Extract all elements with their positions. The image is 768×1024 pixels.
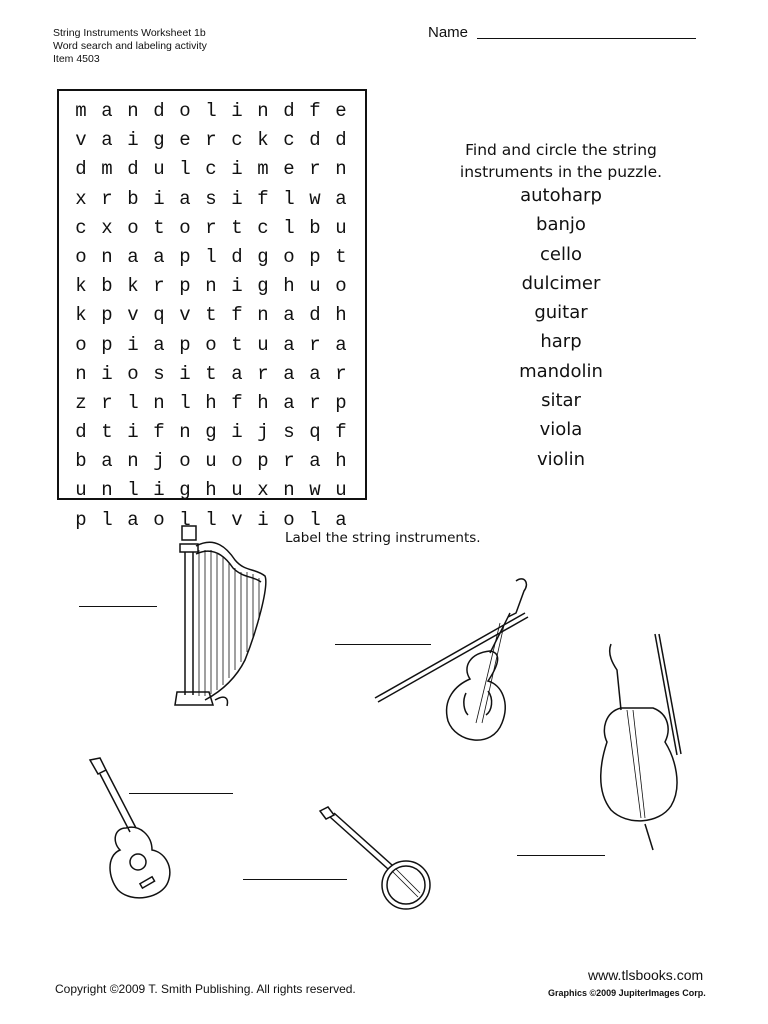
grid-letter[interactable]: o <box>127 362 139 385</box>
grid-letter[interactable]: l <box>309 508 321 531</box>
grid-letter[interactable]: i <box>127 421 139 444</box>
letter-grid <box>68 97 354 535</box>
grid-letter[interactable]: i <box>179 362 191 385</box>
grid-letter[interactable]: n <box>101 479 113 502</box>
grid-row <box>68 476 354 505</box>
grid-letter[interactable]: p <box>75 508 87 531</box>
grid-letter[interactable]: o <box>179 450 191 473</box>
grid-letter[interactable]: n <box>179 421 191 444</box>
grid-letter[interactable]: k <box>75 304 87 327</box>
grid-letter[interactable]: d <box>153 100 165 122</box>
grid-letter[interactable]: n <box>101 245 113 268</box>
grid-letter[interactable]: r <box>309 158 321 181</box>
grid-letter[interactable]: h <box>257 391 269 414</box>
grid-letter[interactable]: r <box>283 450 295 473</box>
grid-letter[interactable]: b <box>127 187 139 210</box>
grid-letter[interactable]: x <box>257 479 269 502</box>
grid-letter[interactable]: u <box>335 479 347 502</box>
grid-letter[interactable]: h <box>335 304 347 327</box>
grid-letter[interactable]: v <box>179 304 191 327</box>
grid-row <box>68 97 354 126</box>
grid-letter[interactable]: a <box>101 100 113 122</box>
instructions-line-1: Find and circle the string <box>465 141 657 159</box>
word-item: autoharp <box>520 185 602 206</box>
grid-letter[interactable]: i <box>101 362 113 385</box>
grid-letter[interactable]: r <box>309 333 321 356</box>
grid-letter[interactable]: h <box>283 275 295 298</box>
grid-row <box>68 360 354 389</box>
grid-letter[interactable]: d <box>335 129 347 152</box>
grid-letter[interactable]: g <box>153 129 165 152</box>
grid-letter[interactable]: i <box>153 187 165 210</box>
grid-letter[interactable]: p <box>179 275 191 298</box>
grid-letter[interactable]: o <box>127 216 139 239</box>
grid-letter[interactable]: n <box>153 391 165 414</box>
grid-letter[interactable]: o <box>335 275 347 298</box>
grid-letter[interactable]: f <box>335 421 347 444</box>
grid-letter[interactable]: i <box>231 275 243 298</box>
grid-letter[interactable]: e <box>179 129 191 152</box>
grid-letter[interactable]: j <box>257 421 269 444</box>
grid-letter[interactable]: a <box>283 304 295 327</box>
harp-image <box>165 520 275 720</box>
grid-letter[interactable]: b <box>101 275 113 298</box>
grid-letter[interactable]: r <box>101 187 113 210</box>
grid-letter[interactable]: q <box>309 421 321 444</box>
grid-row <box>68 243 354 272</box>
grid-letter[interactable]: w <box>309 187 321 210</box>
item-number: Item 4503 <box>53 53 100 65</box>
grid-letter[interactable]: u <box>309 275 321 298</box>
grid-letter[interactable]: r <box>101 391 113 414</box>
grid-letter[interactable]: n <box>257 100 269 122</box>
grid-letter[interactable]: h <box>335 450 347 473</box>
grid-letter[interactable]: d <box>283 100 295 122</box>
grid-letter[interactable]: u <box>231 479 243 502</box>
grid-letter[interactable]: t <box>205 304 217 327</box>
grid-letter[interactable]: u <box>205 450 217 473</box>
grid-letter[interactable]: a <box>335 187 347 210</box>
grid-letter[interactable]: a <box>101 450 113 473</box>
grid-letter[interactable]: n <box>257 304 269 327</box>
graphics-credit: Graphics ©2009 JupiterImages Corp. <box>548 988 706 998</box>
grid-letter[interactable]: s <box>205 187 217 210</box>
grid-letter[interactable]: v <box>75 129 87 152</box>
grid-letter[interactable]: s <box>153 362 165 385</box>
grid-letter[interactable]: v <box>127 304 139 327</box>
grid-letter[interactable]: g <box>179 479 191 502</box>
grid-letter[interactable]: o <box>283 508 295 531</box>
name-blank-line[interactable] <box>477 38 696 39</box>
grid-row <box>68 155 354 184</box>
grid-letter[interactable]: g <box>257 245 269 268</box>
grid-letter[interactable]: o <box>75 333 87 356</box>
word-search-grid <box>57 89 367 531</box>
grid-letter[interactable]: e <box>283 158 295 181</box>
grid-letter[interactable]: i <box>231 100 243 122</box>
grid-letter[interactable]: a <box>309 362 321 385</box>
word-item: banjo <box>536 214 586 236</box>
name-label: Name <box>428 24 469 41</box>
grid-letter[interactable]: o <box>231 450 243 473</box>
grid-letter[interactable]: m <box>257 158 269 181</box>
grid-letter[interactable]: g <box>257 275 269 298</box>
grid-letter[interactable]: p <box>257 450 269 473</box>
grid-letter[interactable]: s <box>283 421 295 444</box>
grid-letter[interactable]: t <box>231 216 243 239</box>
grid-letter[interactable]: e <box>335 100 347 122</box>
grid-letter[interactable]: j <box>153 450 165 473</box>
grid-letter[interactable]: r <box>153 275 165 298</box>
grid-letter[interactable]: x <box>101 216 113 239</box>
grid-letter[interactable]: m <box>75 100 87 122</box>
grid-letter[interactable]: t <box>335 245 347 268</box>
grid-letter[interactable]: o <box>179 100 191 122</box>
grid-letter[interactable]: c <box>231 129 243 152</box>
grid-letter[interactable]: d <box>231 245 243 268</box>
grid-letter[interactable]: t <box>231 333 243 356</box>
grid-letter[interactable]: t <box>101 421 113 444</box>
grid-letter[interactable]: f <box>309 100 321 122</box>
word-item: violin <box>536 448 586 470</box>
grid-letter[interactable]: a <box>335 508 347 531</box>
label-blank-cello[interactable] <box>517 855 605 856</box>
grid-letter[interactable]: h <box>205 479 217 502</box>
grid-letter[interactable]: d <box>309 129 321 152</box>
grid-letter[interactable]: g <box>205 421 217 444</box>
violin-image <box>370 573 535 748</box>
grid-letter[interactable]: z <box>75 391 87 414</box>
grid-letter[interactable]: b <box>309 216 321 239</box>
grid-letter[interactable]: a <box>283 333 295 356</box>
word-list <box>490 181 632 474</box>
banjo-image <box>318 805 433 920</box>
grid-letter[interactable]: t <box>205 362 217 385</box>
grid-row <box>68 447 354 476</box>
cello-image <box>597 630 692 855</box>
grid-letter[interactable]: r <box>205 216 217 239</box>
grid-letter[interactable]: t <box>153 216 165 239</box>
grid-row <box>68 272 354 301</box>
word-item: cello <box>540 243 582 265</box>
word-item: viola <box>539 419 583 441</box>
grid-letter[interactable]: o <box>205 333 217 356</box>
label-blank-banjo[interactable] <box>243 879 347 880</box>
word-item: mandolin <box>519 360 603 382</box>
grid-letter[interactable]: r <box>335 362 347 385</box>
grid-letter[interactable]: r <box>205 129 217 152</box>
grid-letter[interactable]: c <box>283 129 295 152</box>
grid-letter[interactable]: k <box>127 275 139 298</box>
grid-letter[interactable]: p <box>179 245 191 268</box>
grid-letter[interactable]: d <box>127 158 139 181</box>
grid-letter[interactable]: i <box>231 187 243 210</box>
grid-letter[interactable]: a <box>309 450 321 473</box>
grid-letter[interactable]: u <box>257 333 269 356</box>
grid-row <box>68 126 354 155</box>
grid-letter[interactable]: k <box>257 129 269 152</box>
grid-letter[interactable]: r <box>309 391 321 414</box>
grid-row <box>68 185 354 214</box>
grid-letter[interactable]: p <box>309 245 321 268</box>
grid-letter[interactable]: f <box>231 304 243 327</box>
grid-letter[interactable]: l <box>205 245 217 268</box>
grid-letter[interactable]: x <box>75 187 87 210</box>
grid-letter[interactable]: v <box>231 508 243 531</box>
grid-letter[interactable]: a <box>127 508 139 531</box>
grid-letter[interactable]: q <box>153 304 165 327</box>
grid-letter[interactable]: a <box>283 391 295 414</box>
grid-letter[interactable]: r <box>257 362 269 385</box>
guitar-image <box>86 756 181 906</box>
grid-letter[interactable]: n <box>127 450 139 473</box>
instructions-line-2: instruments in the puzzle. <box>459 163 663 181</box>
worksheet-title: String Instruments Worksheet 1b <box>53 27 206 39</box>
word-item: sitar <box>541 390 581 412</box>
grid-letter[interactable]: l <box>205 508 217 531</box>
grid-letter[interactable]: u <box>153 158 165 181</box>
grid-letter[interactable]: a <box>153 245 165 268</box>
grid-letter[interactable]: i <box>231 421 243 444</box>
grid-letter[interactable]: f <box>153 421 165 444</box>
grid-letter[interactable]: f <box>231 391 243 414</box>
grid-letter[interactable]: l <box>283 216 295 239</box>
grid-letter[interactable]: d <box>309 304 321 327</box>
grid-letter[interactable]: a <box>231 362 243 385</box>
grid-letter[interactable]: a <box>101 129 113 152</box>
label-instructions: Label the string instruments. <box>285 530 481 546</box>
copyright-text: Copyright ©2009 T. Smith Publishing. All rights reserved. <box>55 982 356 996</box>
grid-letter[interactable]: i <box>231 158 243 181</box>
grid-letter[interactable]: p <box>335 391 347 414</box>
grid-letter[interactable]: c <box>205 158 217 181</box>
grid-letter[interactable]: w <box>309 479 321 502</box>
grid-letter[interactable]: l <box>101 508 113 531</box>
grid-letter[interactable]: l <box>179 158 191 181</box>
word-item: dulcimer <box>521 272 601 294</box>
word-item: harp <box>540 331 582 353</box>
grid-letter[interactable]: p <box>179 333 191 356</box>
grid-row <box>68 418 354 447</box>
grid-letter[interactable]: a <box>179 187 191 210</box>
grid-letter[interactable]: u <box>335 216 347 239</box>
grid-letter[interactable]: i <box>257 508 269 531</box>
grid-letter[interactable]: l <box>179 508 191 531</box>
label-blank-guitar[interactable] <box>129 793 233 794</box>
grid-letter[interactable]: n <box>75 362 87 385</box>
grid-letter[interactable]: n <box>283 479 295 502</box>
grid-letter[interactable]: b <box>75 450 87 473</box>
word-item: guitar <box>534 302 588 324</box>
worksheet-subtitle: Word search and labeling activity <box>53 40 207 52</box>
grid-letter[interactable]: a <box>335 333 347 356</box>
grid-row <box>68 214 354 243</box>
grid-letter[interactable]: o <box>179 216 191 239</box>
grid-letter[interactable]: h <box>205 391 217 414</box>
find-instructions <box>450 139 672 183</box>
grid-letter[interactable]: d <box>75 158 87 181</box>
grid-letter[interactable]: i <box>127 333 139 356</box>
grid-letter[interactable]: u <box>75 479 87 502</box>
grid-letter[interactable]: a <box>153 333 165 356</box>
grid-letter[interactable]: o <box>153 508 165 531</box>
grid-letter[interactable]: c <box>75 216 87 239</box>
grid-letter[interactable]: c <box>257 216 269 239</box>
grid-letter[interactable]: p <box>101 333 113 356</box>
grid-row <box>68 301 354 330</box>
grid-letter[interactable]: i <box>127 129 139 152</box>
grid-letter[interactable]: l <box>179 391 191 414</box>
grid-row <box>68 331 354 360</box>
grid-letter[interactable]: p <box>101 304 113 327</box>
grid-letter[interactable]: n <box>335 158 347 181</box>
grid-letter[interactable]: a <box>127 245 139 268</box>
grid-row <box>68 389 354 418</box>
grid-letter[interactable]: n <box>127 100 139 122</box>
website-link[interactable]: www.tlsbooks.com <box>588 967 704 983</box>
grid-letter[interactable]: l <box>205 100 217 122</box>
grid-letter[interactable]: a <box>283 362 295 385</box>
grid-letter[interactable]: i <box>153 479 165 502</box>
grid-letter[interactable]: l <box>127 479 139 502</box>
grid-letter[interactable]: d <box>75 421 87 444</box>
label-blank-harp[interactable] <box>79 606 157 607</box>
grid-letter[interactable]: k <box>75 275 87 298</box>
grid-letter[interactable]: m <box>101 158 113 181</box>
grid-letter[interactable]: l <box>127 391 139 414</box>
grid-letter[interactable]: o <box>283 245 295 268</box>
grid-letter[interactable]: f <box>257 187 269 210</box>
grid-letter[interactable]: o <box>75 245 87 268</box>
label-blank-violin[interactable] <box>335 644 431 645</box>
grid-letter[interactable]: n <box>205 275 217 298</box>
grid-letter[interactable]: l <box>283 187 295 210</box>
